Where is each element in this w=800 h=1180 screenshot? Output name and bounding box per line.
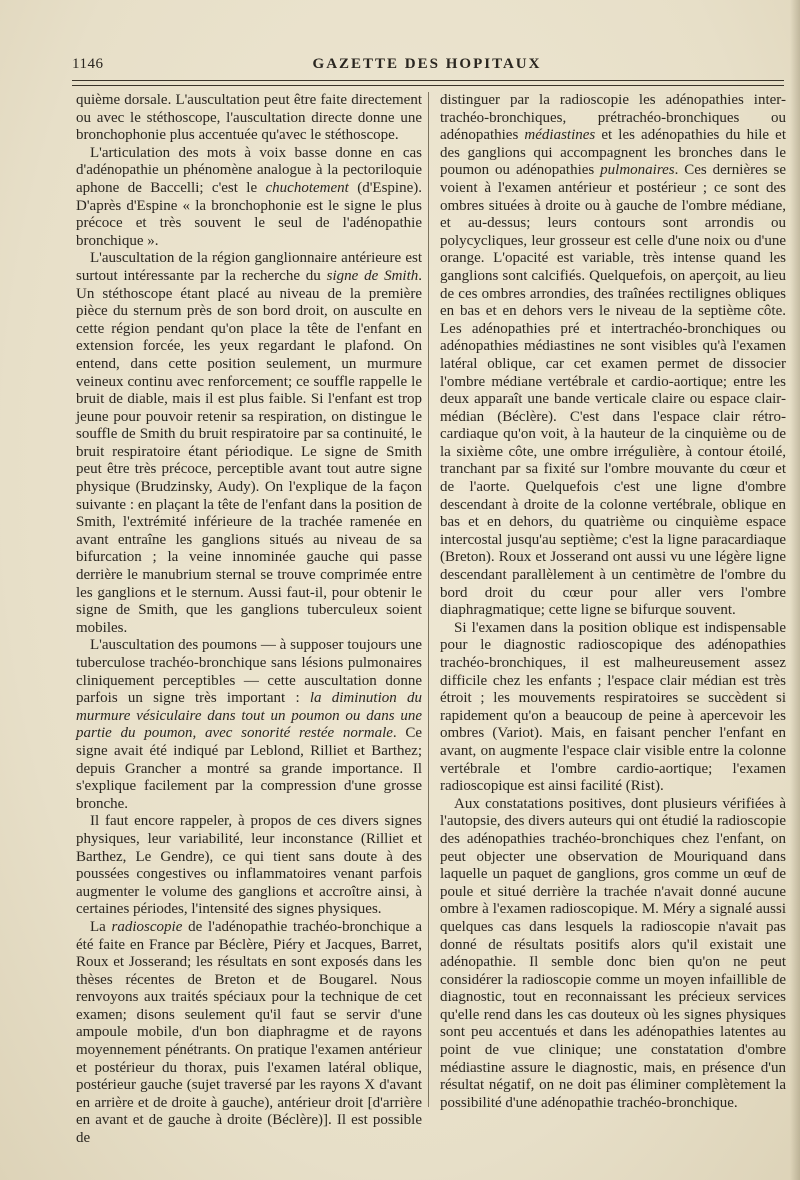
- right-paragraph-1: [440, 92, 786, 620]
- page-edge-shadow: [790, 0, 800, 1180]
- left-paragraph-4: [76, 637, 422, 813]
- italic-run: radioscopie: [111, 918, 183, 935]
- left-paragraph-5: Il faut encore rappeler, à propos de ces divers signes physiques, leur variabilité, leur inconstance (Rilliet et Barthez, Le Gendre), ce qui tient sans doute à des poussées congestives ou inflammatoires venant parfois augmenter le volume des ganglions et accroître ainsi, à certaines périodes, l'intensité des signes physiques.: [76, 813, 422, 918]
- italic-run: la diminution du murmure vésiculaire dans tout un poumon ou dans une partie du poumon, avec sonorité restée normale: [76, 690, 422, 742]
- left-paragraph-3: [76, 250, 422, 637]
- text-run: . Ce signe avait été indiqué par Leblond, Rilliet et Barthez; depuis Grancher a montré sa grande importance. Il s'explique facilement par la compression d'une grosse bronche.: [76, 725, 422, 812]
- text-run: L'articulation des mots à voix basse donne en cas d'adénopathie un phénomène analogue à la pectoriloquie aphone de Baccelli; c'est le: [76, 144, 422, 196]
- text-run: L'auscultation des poumons — à supposer toujours une tuberculose trachéo-bronchique sans lésions pulmonaires cliniquement perceptibles — cette auscultation donne parfois un signe très important :: [76, 637, 422, 707]
- italic-run: pulmonaires: [600, 162, 675, 179]
- left-paragraph-1: quième dorsale. L'auscultation peut être faite directement ou avec le stéthoscope, l'auscultation directe donne une bronchophonie plus accentuée qu'avec le stéthoscope.: [76, 92, 422, 144]
- page-number: 1146: [72, 56, 104, 72]
- text-run: La: [90, 918, 112, 935]
- text-run: et les adénopathies du hile et des ganglions qui accompagnent les bronches dans le poumon ou adénopathies: [440, 127, 787, 179]
- journal-title: GAZETTE DES HOPITAUX: [312, 56, 542, 72]
- left-paragraph-6: [76, 919, 422, 1148]
- text-run: de l'adénopathie trachéo-bronchique a été faite en France par Béclère, Piéry et Jacques, Barret, Roux et Josserand; les résultats en sont exposés dans les thèses récentes de Breton et de Bougarel. Nous renvoyons aux traités spéciaux pour la technique de cet examen; disons seulement qu'il faut se servir d'une ampoule mobile, d'un bon diaphragme et de rayons moyennement pénétrants. On pratique l'examen antérieur et postérieur du thorax, puis l'examen latéral oblique, postérieur gauche (sujet traversé par les rayons X d'avant en arrière et de droite à gauche), antérieur droit [d'arrière en avant et de gauche à droite (Béclère)]. Il est possible de: [76, 918, 422, 1147]
- text-run: . Un stéthoscope étant placé au niveau de la première pièce du sternum près de son bord droit, on ausculte en cette région pendant qu'on place la tête de l'enfant en extension forcée, les yeux regardant le plafond. On entend, dans cette position seulement, un murmure veineux continu avec renforcement; ce souffle rappelle le bruit de diable, mais il est plus faible. Si l'enfant est trop jeune pour pouvoir retenir sa respiration, on distingue le souffle de Smith du bruit respiratoire par sa continuité, le bruit respiratoire étant périodique. Le signe de Smith peut être très précoce, perceptible avant tout autre signe physique (Brudzinsky, Audy). On l'explique de la façon suivante : en plaçant la tête de l'enfant dans la position de Smith, l'extrémité inférieure de la trachée ramenée en avant entraîne les ganglions situés au niveau de sa bifurcation ; la veine innominée gauche qui passe derrière le manubrium sternal se trouve comprimée entre les ganglions et le sternum. Aussi faut-il, pour obtenir le signe de Smith, que les ganglions tuberculeux soient mobiles.: [76, 267, 422, 636]
- left-column: [76, 92, 422, 1148]
- header-rule-thin: [72, 85, 784, 86]
- right-paragraph-3: Aux constatations positives, dont plusieurs vérifiées à l'autopsie, des divers auteurs qui ont étudié la radioscopie des adénopathies trachéo-bronchiques chez l'enfant, on peut objecter une observation de Mouriquand dans laquelle un paquet de ganglions, gros comme un œuf de poule et situé derrière la trachée n'avait donné aucune ombre à l'examen radioscopique. M. Méry a signalé aussi quelques cas dans lesquels la radioscopie n'avait pas donné de résultats positifs alors qu'il existait une adénopathie. Il semble donc bien qu'on ne peut considérer la radioscopie comme un moyen infaillible de diagnostic, tout en reconnaissant les précieux services qu'elle rend dans les cas douteux où les signes physiques sont peu accentués et dans les adénopathies latentes au point de vue clinique; une constatation d'ombre médiastine assure le diagnostic, mais, en présence d'un résultat négatif, on ne doit pas éliminer complètement la possibilité d'une adénopathie trachéo-bronchique.: [440, 795, 786, 1111]
- page-header: [72, 56, 782, 82]
- text-run: . Ces dernières se voient à l'examen antérieur et postérieur ; ce sont des ombres situées à droite ou à gauche de l'ombre médiane, et au-dessus; leurs contours sont arrondis ou polycycliques, leur grosseur est celle d'une noix ou d'une orange. L'opacité est variable, très intense quand les ganglions sont calcifiés. Quelquefois, on aperçoit, au lieu de ces ombres arrondies, des traînées rectilignes obliques en bas et en dehors vers le niveau de la septième côte. Les adénopathies pré et intertrachéo-bronchiques ou adénopathies médiastines ne sont visibles qu'à l'examen latéral oblique, car cet examen permet de dissocier l'ombre médiane vertébrale et cardio-aortique; entre les deux apparaît une bande verticale claire ou espace clair-médian (Béclère). C'est dans l'espace clair rétro-cardiaque qu'on voit, à la hauteur de la cinquième ou de la sixième côte, une ombre irrégulière, à contour étoilé, tranchant par sa fixité sur l'ombre mouvante du cœur et de l'aorte. Quelquefois c'est une ligne d'ombre descendant à droite de la colonne vertébrale, oblique en bas et en dehors, du quatrième ou cinquième espace intercostal jusqu'au septième; c'est la ligne paracardiaque (Breton). Roux et Josserand ont aussi vu une légère ligne descendant parallèlement à un centimètre de l'ombre du bord droit du cœur pour aller vers l'ombre diaphragmatique; cette ligne se bifurque souvent.: [440, 162, 786, 619]
- right-paragraph-2: Si l'examen dans la position oblique est indispensable pour le diagnostic radioscopique des adénopathies trachéo-bronchiques, il est malheureusement assez difficile chez les enfants ; l'espace clair médian est très étroit ; les mouvements respiratoires se succèdent si rapidement qu'on a beaucoup de peine à apercevoir les ombres (Variot). Mais, en faisant pencher l'enfant en avant, on augmente l'espace clair visible entre la colonne vertébrale et l'ombre cardio-aortique; l'examen radioscopique est ainsi facilité (Rist).: [440, 619, 786, 795]
- italic-run: chuchotement: [265, 179, 349, 196]
- left-paragraph-2: [76, 145, 422, 251]
- text-run: (d'Espine). D'après d'Espine « la bronchophonie est le signe le plus précoce et très souvent le seul de l'adénopathie bronchique ».: [76, 179, 422, 249]
- text-run: L'auscultation de la région ganglionnaire antérieure est surtout intéressante par la recherche du: [76, 250, 422, 284]
- column-divider: [428, 92, 429, 1107]
- right-column: [440, 92, 786, 1112]
- italic-run: signe de Smith: [326, 267, 419, 284]
- text-run: distinguer par la radioscopie les adénopathies inter-trachéo-bronchiques, prétrachéo-bronchiques ou adénopathies: [440, 92, 786, 144]
- header-rule-thick: [72, 80, 784, 81]
- italic-run: médiastines: [524, 127, 596, 144]
